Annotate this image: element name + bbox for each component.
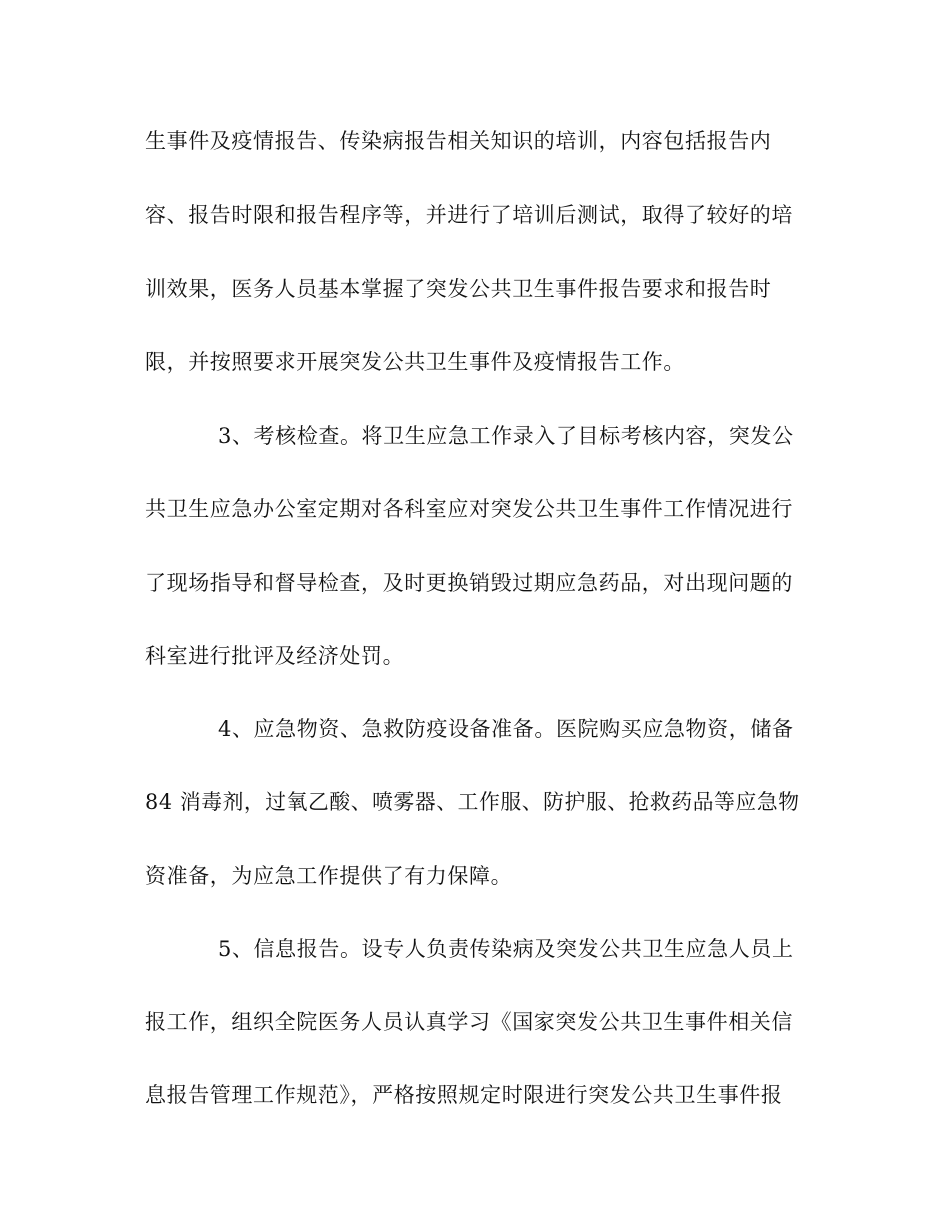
text-line: 生事件及疫情报告、传染病报告相关知识的培训，内容包括报告内 <box>145 129 772 153</box>
text-line: 容、报告时限和报告程序等，并进行了培训后测试，取得了较好的培 <box>145 203 793 227</box>
text-line: 科室进行批评及经济处罚。 <box>145 644 405 668</box>
text-line: 共卫生应急办公室定期对各科室应对突发公共卫生事件工作情况进行 <box>145 497 793 521</box>
text-line: 资准备，为应急工作提供了有力保障。 <box>145 864 513 888</box>
text-line: 报工作，组织全院医务人员认真学习《国家突发公共卫生事件相关信 <box>145 1010 793 1034</box>
text-line: 训效果，医务人员基本掌握了突发公共卫生事件报告要求和报告时 <box>145 277 772 301</box>
text-line: 了现场指导和督导检查，及时更换销毁过期应急药品，对出现问题的 <box>145 571 793 595</box>
text-line: 息报告管理工作规范》，严格按照规定时限进行突发公共卫生事件报 <box>145 1083 783 1107</box>
paragraph-start-line: 5、信息报告。设专人负责传染病及突发公共卫生应急人员上 <box>218 937 794 961</box>
text-line: 84 消毒剂，过氧乙酸、喷雾器、工作服、防护服、抢救药品等应急物 <box>145 790 800 814</box>
text-line: 限，并按照要求开展突发公共卫生事件及疫情报告工作。 <box>145 350 685 374</box>
paragraph-start-line: 3、考核检查。将卫生应急工作录入了目标考核内容，突发公 <box>218 424 794 448</box>
paragraph-start-line: 4、应急物资、急救防疫设备准备。医院购买应急物资，储备 <box>218 717 794 741</box>
